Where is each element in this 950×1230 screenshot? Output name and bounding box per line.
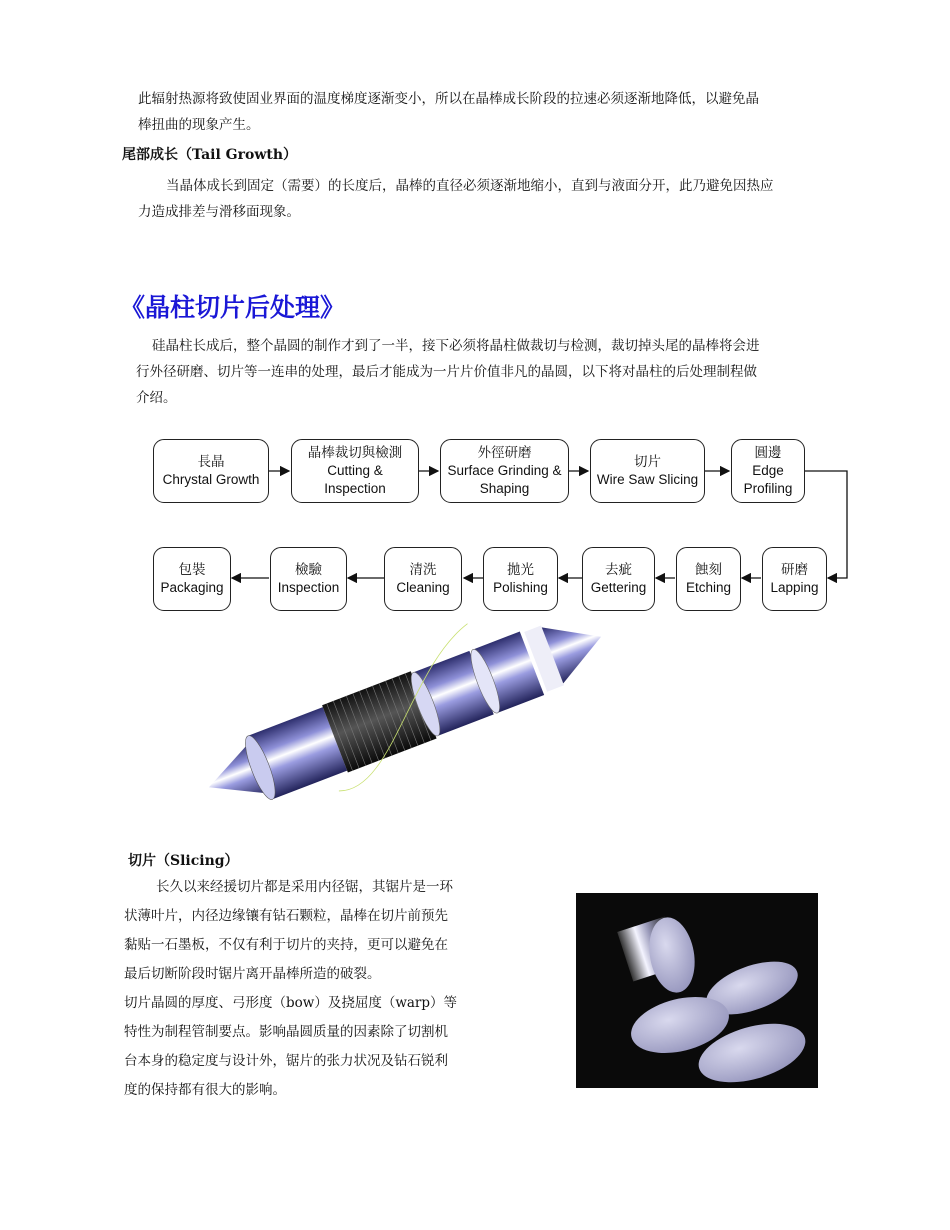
flow-step-etching <box>676 547 741 611</box>
flow-step-label-zh: 包裝 <box>178 562 206 577</box>
flow-step-label-zh: 拋光 <box>507 562 534 577</box>
flow-step-label-en-2: Shaping <box>479 481 530 496</box>
flow-step-label-en: Etching <box>685 580 732 595</box>
flow-step-label-en-2: Profiling <box>743 481 793 496</box>
slicing-line: 台本身的稳定度与设计外，锯片的张力状况及钻石锐利 <box>124 1053 448 1069</box>
slicing-line: 特性为制程管制要点。影响晶圆质量的因素除了切割机 <box>124 1024 448 1040</box>
flow-step-gettering <box>582 547 655 611</box>
flow-step-lapping <box>762 547 827 611</box>
slicing-line: 度的保持都有很大的影响。 <box>124 1082 286 1098</box>
flow-step-packaging <box>153 547 231 611</box>
flow-step-label-zh: 去疵 <box>605 562 632 577</box>
flow-step-label-en: Cutting & <box>327 463 383 478</box>
flow-step-polishing <box>483 547 558 611</box>
flow-step-label-en-2: Inspection <box>324 481 386 496</box>
tail-line-2: 力造成排差与滑移面现象。 <box>138 204 300 220</box>
slicing-line: 切片晶圆的厚度、弓形度（bow）及挠屈度（warp）等 <box>124 995 458 1011</box>
slicing-line: 状薄叶片，内径边缘镶有钻石颗粒，晶棒在切片前预先 <box>124 908 448 924</box>
flow-step-label-en: Packaging <box>160 580 224 595</box>
flow-step-label-zh: 外徑研磨 <box>477 445 532 460</box>
flow-step-label-zh: 研磨 <box>781 562 808 577</box>
flow-step-label-en: Cleaning <box>396 580 450 595</box>
section-line-1: 硅晶柱长成后，整个晶圆的制作才到了一半，接下必须将晶柱做裁切与检测，裁切掉头尾的晶棒将会进 <box>152 338 760 354</box>
flow-step-label-zh: 長晶 <box>197 454 225 469</box>
flow-step-label-zh: 晶棒裁切與檢測 <box>307 445 403 460</box>
ingot-illustration <box>195 612 615 812</box>
flow-step-label-en: Inspection <box>277 580 340 595</box>
section-line-3: 介绍。 <box>136 390 177 406</box>
flow-step-inspection <box>270 547 347 611</box>
section-line-2: 行外径研磨、切片等一连串的处理，最后才能成为一片片价值非凡的晶圆，以下将对晶柱的后处理制程做 <box>136 364 757 380</box>
slicing-line: 最后切断阶段时锯片离开晶棒所造的破裂。 <box>124 966 381 982</box>
flow-step-edge-profiling <box>731 439 805 503</box>
flow-step-label-zh: 圓邊 <box>754 445 782 460</box>
flow-step-label-zh: 檢驗 <box>295 562 322 577</box>
flow-step-crystal-growth <box>153 439 269 503</box>
flow-step-cleaning <box>384 547 462 611</box>
flow-step-label-en: Wire Saw Slicing <box>596 472 699 487</box>
intro-line-2: 棒扭曲的现象产生。 <box>138 117 260 133</box>
flow-step-label-zh: 蝕刻 <box>695 562 722 577</box>
flow-step-label-zh: 清洗 <box>409 562 437 577</box>
flow-step-label-en: Lapping <box>770 580 819 595</box>
flow-step-label-zh: 切片 <box>634 454 661 469</box>
flow-step-surface-grinding <box>440 439 569 503</box>
tail-line-1: 当晶体成长到固定（需要）的长度后，晶棒的直径必须逐渐地缩小，直到与液面分开，此乃避免因热应 <box>166 178 774 194</box>
intro-line-1: 此辐射热源将致使固业界面的温度梯度逐渐变小，所以在晶棒成长阶段的拉速必须逐渐地降低，以避免晶 <box>138 91 759 107</box>
tail-heading: 尾部成长（Tail Growth） <box>122 147 298 163</box>
slicing-line: 黏贴一石墨板，不仅有利于切片的夹持，更可以避免在 <box>124 937 448 953</box>
flow-step-label-en: Gettering <box>590 580 647 595</box>
flow-step-label-en: Edge <box>752 463 784 478</box>
flow-step-wire-saw-slicing <box>590 439 705 503</box>
flow-step-label-en: Chrystal Growth <box>162 472 260 487</box>
flow-step-label-en: Polishing <box>493 580 548 595</box>
slicing-line: 长久以来经援切片都是采用内径锯，其锯片是一环 <box>156 879 453 895</box>
section-title: 《晶柱切片后处理》 <box>120 293 346 322</box>
flow-step-label-en: Surface Grinding & <box>447 463 562 478</box>
slicing-heading: 切片（Slicing） <box>128 853 239 869</box>
flow-step-cutting-inspection <box>291 439 419 503</box>
wafer-photo <box>576 893 818 1088</box>
